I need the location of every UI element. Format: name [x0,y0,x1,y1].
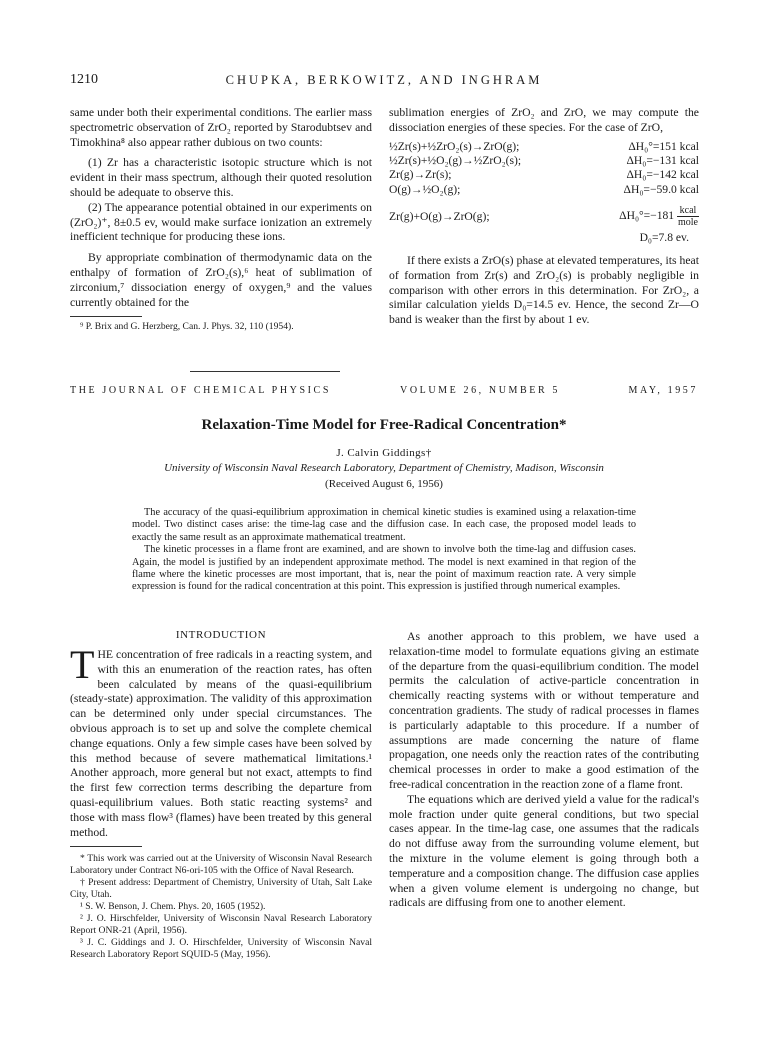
journal-line [70,385,698,399]
net-reaction-enthalpy [582,197,699,228]
body-paragraph: By appropriate combination of thermodynamic data on the enthalpy of formation of ZrO₂(s),⁶ heat of sublimation of zirconium,⁷ dissociation energy of oxygen,⁹ and the values currently obtained for the [70,251,372,309]
footnote-rule [70,316,142,317]
footnote: ³ J. C. Giddings and J. O. Hirschfelder, University of Wisconsin Naval Research Laboratory Report SQUID-5 (May, 1956). [70,937,372,961]
reaction-equation: ½Zr(s)+½ZrO₂(s)→ZrO(g); [389,139,520,153]
body-paragraph: same under both their experimental conditions. The earlier mass spectrometric observation of ZrO₂ reported by Starodubtsev and Timokhina⁸ also appear rather dubious on two counts: [70,106,372,149]
reaction-table [389,140,699,229]
dissociation-result: D₀=7.8 ev. [639,231,689,245]
section-divider [190,371,340,372]
reaction-equation: ½Zr(s)+½O₂(g)→½ZrO₂(s); [389,154,522,167]
running-head: CHUPKA, BERKOWITZ, AND INGHRAM [225,73,543,87]
net-reaction-equation: Zr(g)+O(g)→ZrO(g); [389,209,490,223]
article-affiliation: University of Wisconsin Naval Research Laboratory, Department of Chemistry, Madison, Wisconsin [164,462,604,474]
footnotes [70,853,372,961]
reaction-row [389,154,699,168]
unit-denominator: mole [678,217,698,229]
reaction-enthalpy: ΔH₀°=151 kcal [628,139,699,153]
journal-name: THE JOURNAL OF CHEMICAL PHYSICS [70,385,331,396]
footnote: † Present address: Department of Chemistry, University of Utah, Salt Lake City, Utah. [70,877,372,901]
footnote: * This work was carried out at the University of Wisconsin Naval Research Laboratory under Contract N6-ori-105 with the Office of Naval Research. [70,853,372,877]
reaction-row [389,168,699,182]
footnote: ⁹ P. Brix and G. Herzberg, Can. J. Phys. 32, 110 (1954). [80,321,294,333]
journal-date: MAY, 1957 [628,385,698,396]
bottom-left-column [70,642,372,961]
abstract-paragraph: The accuracy of the quasi-equilibrium approximation in chemical kinetic studies is examined using a relaxation-time model. Two distinct cases arise: the time-lag case and the diffusion case. In each case, the proposed model leads to exactly the same result as an approximate mathematical treatment. [132,507,636,543]
body-paragraph: (2) The appearance potential obtained in our experiments on (ZrO₂)⁺, 8±0.5 ev, would make surface ionization an extremely inefficient technique for producing these ions. [70,200,372,244]
abstract [132,507,636,594]
section-heading: INTRODUCTION [175,629,267,641]
page-header [70,72,698,88]
body-paragraph: HE concentration of free radicals in a reacting system, and with this an enumeration of the reaction rates, has often been calculated by means of the quasi-equilibrium (steady-state) approximation. The validity of this approximation can be determined only under special circumstances. The obvious approach is to set up and solve the complete chemical change equations. Only a few simple cases have been solved by this method because of severe mathematical limitations.¹ Another approach, more general but not exact, attempts to find the first few correction terms describing the departure from quasi-equilibrium values. Both static reacting systems² and those with mass flow³ (flames) have been treated by this general method. [70,648,372,839]
article-title: Relaxation-Time Model for Free-Radical Concentration* [201,417,567,433]
top-left-column [70,106,372,333]
reaction-equation: Zr(g)→Zr(s); [389,168,452,182]
reaction-enthalpy: ΔH₀=−131 kcal [626,154,699,167]
body-paragraph: (1) Zr has a characteristic isotopic structure which is not evident in their mass spectrum, although their quoted resolution should be adequate to observe this. [70,156,372,199]
unit-fraction [677,205,699,228]
reaction-equation: O(g)→½O₂(g); [389,182,461,196]
unit-numerator: kcal [677,205,699,217]
net-enthalpy-value: ΔH₀°=−181 [619,209,675,223]
body-paragraph: If there exists a ZrO(s) phase at elevated temperatures, its heat of formation from Zr(s) and ZrO₂(s) is probably negligible in comparison with other errors in this determination. For ZrO₂, a similar calculation yields D₀=14.5 ev. Hence, the second Zr—O band is weaker than the first by about 1 ev. [389,254,699,327]
body-paragraph: As another approach to this problem, we have used a relaxation-time model to formulate equations giving an estimate of the departure from the quasi-equilibrium condition. The model permits the calculation of active-particle concentration in chemically reacting systems with or without temperature and concentration gradients. The study of radical processes in flames is particularly adaptable to this procedure. If a number of assumptions are made concerning the nature of flame propagation, one needs only the reaction rates of the contributing chemical processes in order to make a good estimation of the free-radical concentration in the reaction zone of a flame front. [389,630,699,791]
intro-paragraph [70,642,372,840]
journal-volume: VOLUME 26, NUMBER 5 [400,385,560,396]
reaction-row [389,183,699,197]
drop-cap: T [70,642,95,687]
bottom-right-column [389,630,699,911]
reaction-enthalpy: ΔH₀=−142 kcal [626,168,699,182]
abstract-paragraph: The kinetic processes in a flame front are examined, and are shown to involve both the time-lag and diffusion cases. Again, the model is justified by an independent approximate method. The model is next examined in that region of the flame where the kinetic processes are most important, that is, near the point of maximum reaction rate. A very simple expression is found for the radical concentration at this point. This expression is justified through numerical examples. [132,544,636,593]
reaction-enthalpy: ΔH₀=−59.0 kcal [623,182,699,196]
received-date: (Received August 6, 1956) [325,478,443,490]
reaction-row [389,140,699,154]
footnote-rule [70,846,142,847]
article-author: J. Calvin Giddings† [336,447,432,459]
page-number: 1210 [70,72,98,87]
footnote: ² J. O. Hirschfelder, University of Wisconsin Naval Research Laboratory Report ONR-21 (April, 1956). [70,913,372,937]
footnote: ¹ S. W. Benson, J. Chem. Phys. 20, 1605 (1952). [80,901,266,913]
top-right-column [389,106,699,328]
body-paragraph: The equations which are derived yield a value for the radical's mole fraction under quite general conditions, but two special cases appear. In the time-lag case, one assumes that the radicals do not diffuse away from the surrounding volume element, but the mixture in the volume element is going through both a temperature and a composition change. The diffusion case applies when a given volume element is undergoing no change, but radicals are diffusing from one to another element. [389,792,699,910]
net-reaction-row [389,197,699,228]
body-paragraph: sublimation energies of ZrO₂ and ZrO, we may compute the dissociation energies of these species. For the case of ZrO, [389,106,699,134]
